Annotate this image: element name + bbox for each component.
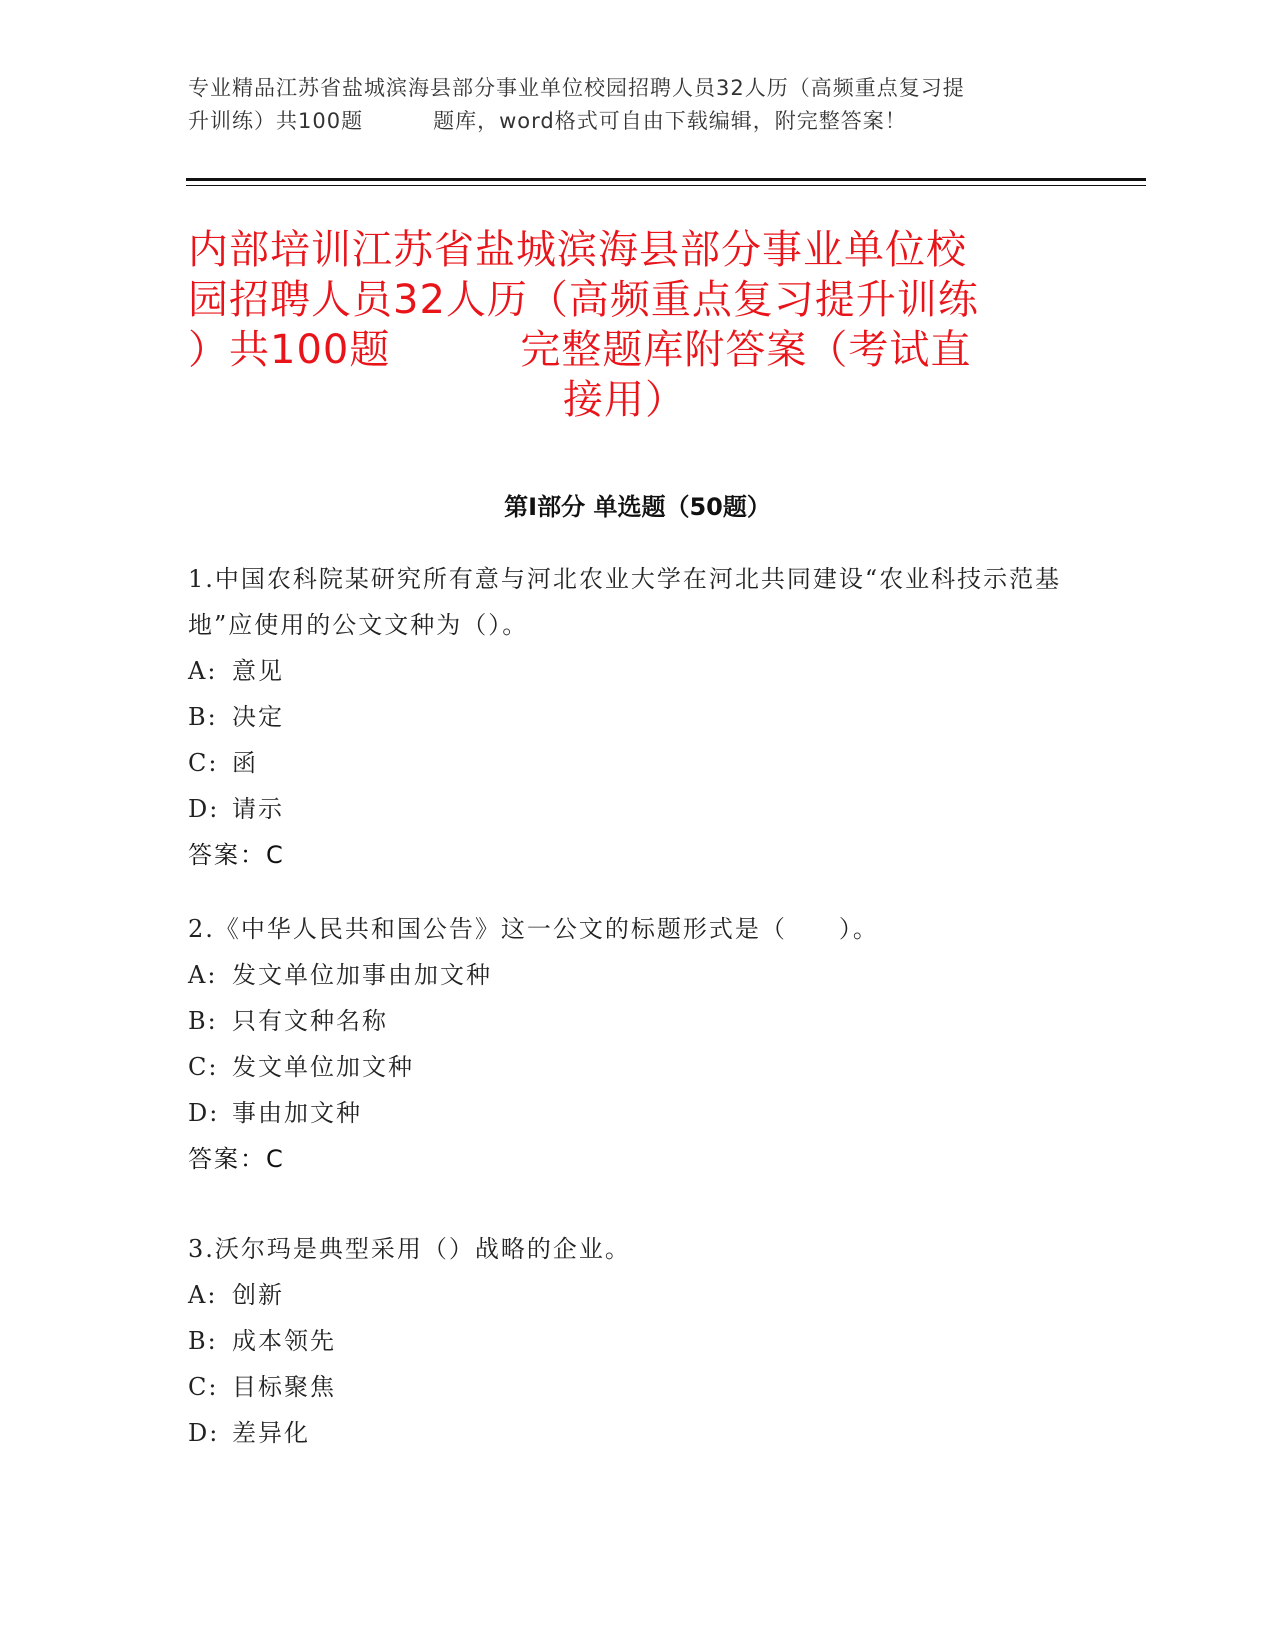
option-b [188,998,1068,1044]
title-line-2: 园招聘人员32人历（高频重点复习提升训练 [188,277,979,323]
document-title [188,225,1088,425]
option-c [188,740,1068,786]
option-label: C: [188,749,219,777]
option-label: D: [188,1419,220,1447]
option-text: 发文单位加文种 [232,1053,414,1081]
option-label: C: [188,1053,219,1081]
option-text: 发文单位加事由加文种 [232,961,492,989]
option-a [188,1272,1068,1318]
question-3 [188,1226,1068,1456]
title-line-3 [188,325,1088,375]
option-label: B: [188,1327,218,1355]
title-line-4: 接用） [563,377,686,423]
option-d [188,786,1068,832]
question-stem: 3.沃尔玛是典型采用（）战略的企业。 [188,1235,631,1263]
option-a [188,648,1068,694]
option-b [188,1318,1068,1364]
option-label: B: [188,703,218,731]
header-rule-thin [186,185,1146,186]
option-text: 决定 [232,703,284,731]
question-1 [188,556,1068,878]
option-a [188,952,1068,998]
option-c [188,1364,1068,1410]
option-label: D: [188,795,220,823]
header-line-2-right: 题库，word格式可自由下载编辑，附完整答案！ [433,109,907,133]
option-text: 请示 [232,795,284,823]
title-line-3-right: 完整题库附答案（考试直 [520,327,972,373]
option-d [188,1410,1068,1456]
option-text: 只有文种名称 [232,1007,388,1035]
answer-line: 答案：C [188,1145,285,1173]
header-line-2 [188,105,1088,138]
section-title: 第Ⅰ部分 单选题（50题） [504,493,771,521]
option-label: A: [188,657,218,685]
header-rule-thick [186,178,1146,181]
option-text: 事由加文种 [232,1099,362,1127]
option-label: D: [188,1099,220,1127]
option-label: C: [188,1373,219,1401]
header-line-1: 专业精品江苏省盐城滨海县部分事业单位校园招聘人员32人历（高频重点复习提 [188,76,965,100]
option-b [188,694,1068,740]
title-line-3-left: ）共100题 [188,327,391,373]
option-text: 创新 [232,1281,284,1309]
option-text: 函 [232,749,258,777]
question-2 [188,906,1068,1182]
option-c [188,1044,1068,1090]
option-text: 意见 [232,657,284,685]
title-line-1: 内部培训江苏省盐城滨海县部分事业单位校 [188,227,967,273]
option-text: 目标聚焦 [232,1373,336,1401]
header-line-2-left: 升训练）共100题 [188,109,364,133]
option-text: 差异化 [232,1419,310,1447]
answer-line: 答案：C [188,841,285,869]
option-text: 成本领先 [232,1327,336,1355]
question-stem: 2.《中华人民共和国公告》这一公文的标题形式是（ ）。 [188,915,879,943]
option-label: A: [188,961,218,989]
page-header [188,72,1088,138]
option-d [188,1090,1068,1136]
option-label: A: [188,1281,218,1309]
option-label: B: [188,1007,218,1035]
question-stem: 1.中国农科院某研究所有意与河北农业大学在河北共同建设“农业科技示范基地”应使用的公文文种为（）。 [188,565,1062,639]
